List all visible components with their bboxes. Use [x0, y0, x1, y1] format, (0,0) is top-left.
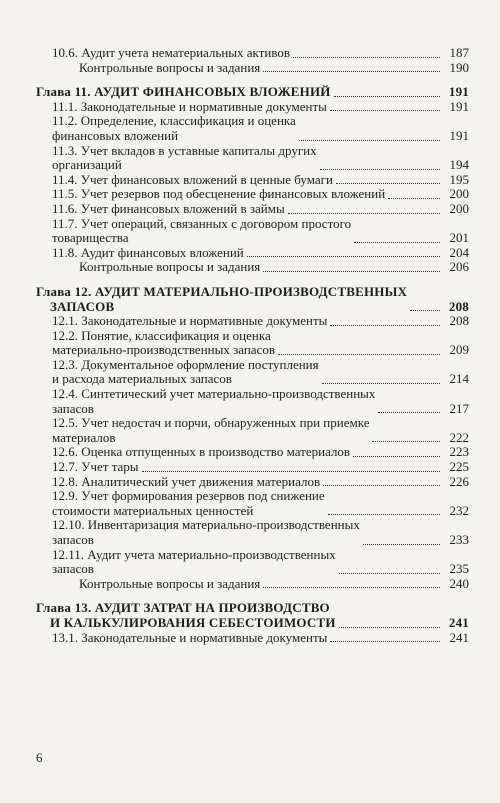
toc-page-number: 241 — [449, 629, 469, 645]
toc-entry-line: материалов — [52, 429, 116, 445]
dot-leader — [330, 324, 440, 326]
toc-entry-line: Контрольные вопросы и задания — [79, 259, 261, 275]
toc-chapter-entry — [0, 285, 500, 314]
toc-entry — [0, 358, 500, 387]
toc-page-number: 241 — [448, 614, 469, 630]
toc-entry-title — [52, 329, 275, 358]
toc-entry-title — [52, 358, 319, 387]
toc-entry-title — [52, 475, 320, 490]
toc-entry-line: запасов — [52, 532, 94, 547]
toc-entry-line: Глава 12. АУДИТ МАТЕРИАЛЬНО-ПРОИЗВОДСТВЕННЫХ — [36, 283, 408, 299]
toc-entry-title — [36, 285, 407, 314]
toc-entry-line: 11.1. Законодательные и нормативные документы — [52, 98, 327, 114]
toc-entry — [0, 217, 500, 246]
toc-page-number: 201 — [449, 230, 469, 246]
toc-page-number: 209 — [449, 342, 469, 358]
dot-leader — [323, 484, 440, 486]
toc-entry — [0, 631, 500, 646]
toc-chapter-entry — [0, 85, 500, 100]
toc-page-number: 222 — [449, 429, 469, 445]
toc-entry-line: 11.6. Учет финансовых вложений в займы — [52, 200, 285, 216]
toc-entry-title — [52, 314, 327, 329]
toc-page-number: 208 — [448, 298, 469, 314]
toc-entry — [0, 475, 500, 490]
toc-entry-line: 12.6. Оценка отпущенных в производство материалов — [52, 444, 351, 460]
toc-page-number: 208 — [449, 313, 469, 329]
table-of-contents — [0, 46, 500, 645]
dot-leader — [363, 543, 440, 545]
toc-entry-line: 11.7. Учет операций, связанных с договором простого — [52, 215, 352, 231]
toc-page-number: 200 — [449, 186, 469, 202]
toc-entry-line: товарищества — [52, 230, 129, 246]
toc-entry-line: и расхода материальных запасов — [52, 371, 232, 387]
toc-entry-line: финансовых вложений — [52, 127, 179, 143]
dot-leader — [388, 197, 440, 199]
toc-entry-title — [52, 460, 139, 475]
toc-entry-title — [52, 173, 333, 188]
toc-entry-line: 11.8. Аудит финансовых вложений — [52, 244, 244, 260]
toc-page-number: 206 — [449, 259, 469, 275]
toc-page-number: 200 — [449, 200, 469, 216]
toc-entry-title — [36, 601, 336, 630]
dot-leader — [410, 309, 440, 311]
toc-entry-line: Контрольные вопросы и задания — [79, 59, 261, 75]
dot-leader — [293, 56, 440, 58]
toc-entry-line: стоимости материальных ценностей — [52, 502, 254, 518]
toc-entry-title — [79, 577, 260, 592]
toc-entry-title — [36, 85, 331, 100]
toc-entry-title — [79, 260, 260, 275]
dot-leader — [334, 95, 440, 97]
toc-entry-line: 12.4. Синтетический учет материально-производственных — [52, 386, 376, 402]
toc-entry-title — [52, 217, 351, 246]
dot-leader — [247, 255, 440, 257]
dot-leader — [278, 353, 440, 355]
dot-leader — [263, 270, 440, 272]
toc-entry — [0, 314, 500, 329]
toc-entry-line: 12.3. Документальное оформление поступления — [52, 356, 319, 372]
toc-entry — [0, 46, 500, 61]
toc-page-number: 226 — [449, 473, 469, 489]
toc-entry — [0, 246, 500, 261]
dot-leader — [263, 70, 440, 72]
toc-entry-title — [52, 489, 325, 518]
dot-leader — [339, 626, 440, 628]
page-number: 6 — [36, 750, 43, 765]
toc-page-number: 233 — [449, 532, 469, 547]
toc-entry — [0, 144, 500, 173]
toc-entry-line: 12.1. Законодательные и нормативные документы — [52, 313, 328, 329]
toc-entry-title — [52, 100, 327, 115]
toc-entry-title — [52, 114, 296, 143]
dot-leader — [322, 382, 440, 384]
toc-page-number: 217 — [449, 400, 469, 416]
toc-entry — [0, 187, 500, 202]
toc-entry — [0, 577, 500, 592]
toc-entry — [0, 173, 500, 188]
toc-entry-line: 12.11. Аудит учета материально-производственных — [52, 546, 336, 562]
toc-entry — [0, 329, 500, 358]
toc-entry-title — [52, 144, 317, 173]
toc-page-number: 195 — [449, 171, 469, 187]
toc-entry-title — [52, 445, 350, 460]
toc-entry — [0, 445, 500, 460]
toc-entry — [0, 416, 500, 445]
dot-leader — [142, 470, 440, 472]
dot-leader — [263, 586, 440, 588]
toc-entry-line: 12.7. Учет тары — [52, 459, 139, 475]
dot-leader — [378, 411, 440, 413]
toc-entry — [0, 489, 500, 518]
dot-leader — [353, 455, 440, 457]
toc-entry-line: организаций — [52, 157, 122, 173]
dot-leader — [299, 139, 440, 141]
toc-entry — [0, 260, 500, 275]
toc-entry-line: запасов — [52, 400, 94, 416]
toc-entry-title — [79, 61, 260, 76]
toc-page-number: 187 — [449, 45, 469, 60]
toc-entry-line: ЗАПАСОВ — [50, 298, 115, 314]
toc-entry — [0, 460, 500, 475]
toc-entry-line: 11.5. Учет резервов под обесценение финансовых вложений — [52, 186, 386, 202]
toc-entry-line: 11.3. Учет вкладов в уставные капиталы других — [52, 142, 317, 158]
toc-page-number: 240 — [449, 575, 469, 591]
toc-page-number: 191 — [448, 84, 469, 100]
toc-page-number: 194 — [449, 157, 469, 173]
toc-page-number: 235 — [449, 561, 469, 577]
toc-entry-line: материально-производственных запасов — [52, 342, 275, 358]
toc-entry-line: Контрольные вопросы и задания — [79, 575, 261, 591]
toc-entry-title — [52, 518, 360, 547]
toc-entry-line: запасов — [52, 561, 94, 577]
toc-entry-title — [52, 187, 385, 202]
toc-entry-line: Глава 13. АУДИТ ЗАТРАТ НА ПРОИЗВОДСТВО — [36, 600, 330, 616]
toc-entry-line: 12.2. Понятие, классификация и оценка — [52, 327, 271, 343]
toc-entry-title — [52, 387, 375, 416]
toc-entry-line: 12.8. Аналитический учет движения материалов — [52, 473, 321, 489]
dot-leader — [372, 440, 440, 442]
toc-entry-line: 11.4. Учет финансовых вложений в ценные бумаги — [52, 171, 333, 187]
toc-entry — [0, 114, 500, 143]
toc-entry-line: Глава 11. АУДИТ ФИНАНСОВЫХ ВЛОЖЕНИЙ — [36, 84, 331, 100]
toc-entry-title — [52, 416, 369, 445]
toc-entry-line: 12.9. Учет формирования резервов под снижение — [52, 488, 325, 504]
dot-leader — [330, 640, 440, 642]
toc-entry-title — [52, 46, 290, 61]
toc-page-number: 225 — [449, 459, 469, 475]
toc-entry-line: 13.1. Законодательные и нормативные документы — [52, 629, 328, 645]
toc-entry-title — [52, 202, 285, 217]
toc-page-number: 214 — [449, 371, 469, 387]
toc-entry-line: 12.5. Учет недостач и порчи, обнаруженных при приемке — [52, 415, 370, 431]
toc-entry-line: 12.10. Инвентаризация материально-производственных — [52, 517, 360, 533]
toc-entry-line: 11.2. Определение, классификация и оценка — [52, 113, 296, 129]
toc-entry — [0, 202, 500, 217]
toc-page-number: 191 — [449, 98, 469, 114]
dot-leader — [328, 513, 440, 515]
toc-entry-title — [52, 246, 244, 261]
toc-page-number: 204 — [449, 244, 469, 260]
dot-leader — [339, 572, 440, 574]
toc-entry-line: 10.6. Аудит учета нематериальных активов — [52, 45, 291, 60]
toc-entry — [0, 387, 500, 416]
toc-entry — [0, 548, 500, 577]
toc-entry — [0, 100, 500, 115]
dot-leader — [288, 212, 440, 214]
toc-entry — [0, 61, 500, 76]
toc-page-number: 191 — [449, 127, 469, 143]
dot-leader — [330, 109, 440, 111]
dot-leader — [320, 168, 440, 170]
toc-page-number: 190 — [449, 59, 469, 75]
toc-entry-title — [52, 631, 327, 646]
toc-entry-line: И КАЛЬКУЛИРОВАНИЯ СЕБЕСТОИМОСТИ — [50, 614, 336, 630]
dot-leader — [336, 182, 440, 184]
toc-entry-title — [52, 548, 336, 577]
toc-entry — [0, 518, 500, 547]
dot-leader — [354, 241, 440, 243]
toc-chapter-entry — [0, 601, 500, 630]
toc-page-number: 223 — [449, 444, 469, 460]
toc-page-number: 232 — [449, 502, 469, 518]
